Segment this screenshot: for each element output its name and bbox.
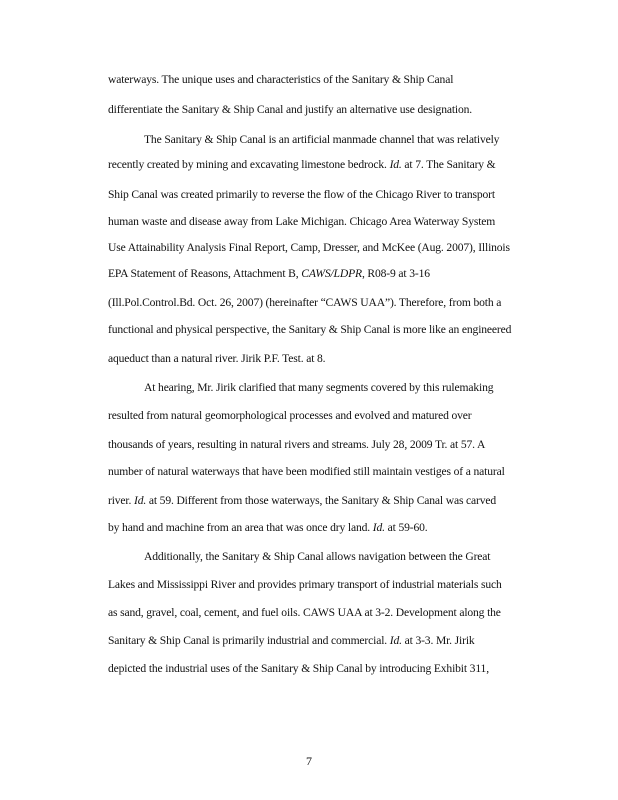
text-line: [144, 550, 490, 564]
text-segment: at 3-3. Mr. Jirik: [401, 634, 475, 647]
italic-citation: Id.: [389, 634, 402, 647]
text-line: [108, 241, 510, 255]
text-line: [108, 494, 496, 508]
text-line: [108, 323, 511, 337]
text-segment: Ship Canal was created primarily to reverse the flow of the Chicago River to transport: [108, 188, 495, 201]
text-line: [108, 634, 475, 648]
italic-citation: Id.: [389, 158, 402, 171]
text-line: [108, 465, 505, 479]
text-segment: functional and physical perspective, the Sanitary & Ship Canal is more like an engineered: [108, 323, 512, 336]
text-line: [108, 103, 472, 117]
text-line: [108, 521, 428, 535]
text-segment: river.: [108, 494, 134, 507]
text-segment: as sand, gravel, coal, cement, and fuel oils. CAWS UAA at 3-2. Development along the: [108, 606, 501, 619]
text-segment: at 7. The Sanitary &: [401, 158, 496, 171]
text-segment: aqueduct than a natural river. Jirik P.F. Test. at 8.: [108, 352, 326, 365]
text-segment: at 59-60.: [384, 521, 428, 534]
italic-citation: Id.: [372, 521, 385, 534]
text-segment: (Ill.Pol.Control.Bd. Oct. 26, 2007) (hereinafter “CAWS UAA”). Therefore, from both a: [108, 296, 502, 309]
text-line: [144, 133, 499, 147]
italic-citation: CAWS/LDPR: [301, 267, 362, 280]
text-line: [108, 296, 501, 310]
text-segment: EPA Statement of Reasons, Attachment B,: [108, 267, 302, 280]
text-line: [108, 352, 325, 366]
text-segment: by hand and machine from an area that was once dry land.: [108, 521, 373, 534]
text-line: [108, 606, 501, 620]
text-segment: human waste and disease away from Lake Michigan. Chicago Area Waterway System: [108, 215, 496, 228]
text-segment: number of natural waterways that have been modified still maintain vestiges of a natural: [108, 465, 505, 478]
text-line: [108, 662, 489, 676]
text-segment: Lakes and Mississippi River and provides primary transport of industrial materials such: [108, 578, 502, 591]
text-line: [108, 73, 453, 87]
text-segment: Sanitary & Ship Canal is primarily industrial and commercial.: [108, 634, 390, 647]
text-segment: At hearing, Mr. Jirik clarified that many segments covered by this rulemaking: [144, 381, 494, 394]
text-segment: resulted from natural geomorphological processes and evolved and matured over: [108, 409, 472, 422]
text-line: [108, 215, 495, 229]
text-segment: at 59. Different from those waterways, the Sanitary & Ship Canal was carved: [146, 494, 497, 507]
text-segment: differentiate the Sanitary & Ship Canal and justify an alternative use designation.: [108, 103, 473, 116]
text-line: [108, 188, 495, 202]
text-line: [108, 267, 430, 281]
text-line: [108, 438, 485, 452]
text-line: [108, 578, 502, 592]
text-segment: Use Attainability Analysis Final Report, Camp, Dresser, and McKee (Aug. 2007), Illinois: [108, 241, 510, 254]
text-segment: depicted the industrial uses of the Sanitary & Ship Canal by introducing Exhibit 311,: [108, 662, 489, 675]
text-segment: , R08-9 at 3-16: [361, 267, 430, 280]
text-segment: recently created by mining and excavating limestone bedrock.: [108, 158, 390, 171]
page-number: 7: [306, 754, 312, 768]
text-segment: Additionally, the Sanitary & Ship Canal allows navigation between the Great: [144, 550, 491, 563]
text-line: [108, 158, 496, 172]
italic-citation: Id.: [134, 494, 147, 507]
text-segment: thousands of years, resulting in natural rivers and streams. July 28, 2009 Tr. at 57. A: [108, 438, 486, 451]
text-line: [144, 381, 493, 395]
text-segment: waterways. The unique uses and characteristics of the Sanitary & Ship Canal: [108, 73, 454, 86]
text-line: [108, 409, 472, 423]
text-segment: The Sanitary & Ship Canal is an artificial manmade channel that was relatively: [144, 133, 500, 146]
